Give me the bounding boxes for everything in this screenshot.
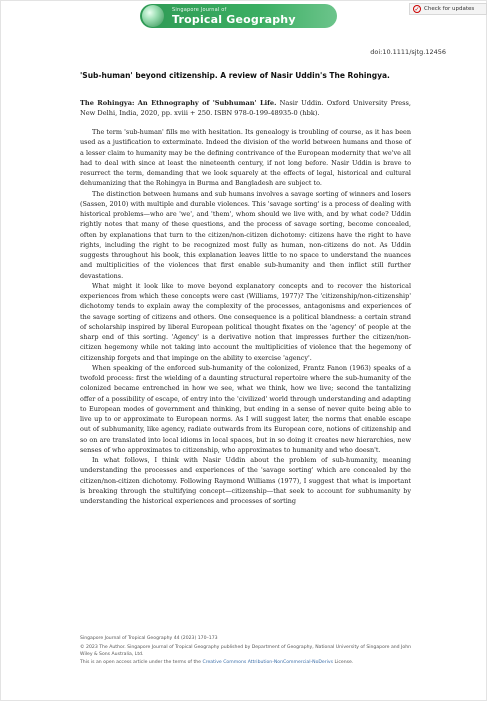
article-title: 'Sub-human' beyond citizenship. A review of Nasir Uddin's The Rohingya. <box>80 71 390 80</box>
paragraph-3: What might it look like to move beyond explanatory concepts and to recover the historical experiences from which these concepts were cast (Williams, 1977)? The 'citizenship/non-citizenship' dichotomy tends to explain away the complexity of the processes, antagonisms and experiences of the savage sorting of citizens and others. One consequence is a political blandness: a certain strand of scholarship inspired by liberal European political thought fixates on the 'agency' of people at the sharp end of this sorting. 'Agency' is a derivative notion that impresses further the citizen/non-citizen hegemony while not taking into account the multiplicities of violence that the hegemony of citizenship forgets and that impinge on the ability to exercise 'agency'. <box>80 281 411 362</box>
license-link[interactable]: Creative Commons Attribution-NonCommercial-NoDerivs <box>202 659 334 665</box>
copyright-notice: © 2023 The Author. Singapore Journal of Tropical Geography published by Department of Geography, National University of Singapore and John Wiley & Sons Australia, Ltd. <box>80 644 412 657</box>
journal-banner <box>140 4 337 28</box>
paragraph-1: The term 'sub-human' fills me with hesitation. Its genealogy is troubling of course, as it has been used as a justification to exterminate. Indeed the division of the world between humans and those of a lesser claim to humanity may be the defining contrivance of the European modernity that we've all had to deal with since at least the nineteenth century, if not long before. Nasir Uddin is brave to resurrect the term, demanding that we look squarely at the effects of legal, historical and cultural dehumanizing that the Rohingya in Burma and Bangladesh are subject to. <box>80 128 411 188</box>
banner-subtitle: Singapore Journal of <box>172 6 227 13</box>
journal-citation: Singapore Journal of Tropical Geography 44 (2023) 170–173 <box>80 636 218 641</box>
paragraph-5: In what follows, I think with Nasir Uddin about the problem of sub-humanity, meaning understanding the processes and experiences of the 'savage sorting' which are concealed by the citizen/non-citizen dichotomy. Following Raymond Williams (1977), I suggest that what is important is breaking through the stultifying concept—citizenship—that seek to account for subhumanity by understanding the historical experiences and processes of sorting <box>80 456 411 505</box>
paragraph-2: The distinction between humans and sub humans involves a savage sorting of winners and losers (Sassen, 2010) with multiple and durable violences. This 'savage sorting' is a process of dealing with historical problems—who are 'we', and 'them', whom should we live with, and by what code? Uddin rightly notes that many of these questions, and the process of savage sorting, become concealed, often by explanations that turn to the citizen/non-citizen dichotomy: citizens have the right to have rights, including the right to be recognized most fully as human, non-citizens do not. As Uddin suggests throughout his book, this explanation leaves little to no space to understand the nuances and multiplicities of the violences that first enable sub-humanity and then inflict still further devastations. <box>80 189 411 280</box>
doi[interactable]: doi:10.1111/sjtg.12456 <box>370 48 446 56</box>
license-suffix: License. <box>334 659 354 665</box>
banner-title: Tropical Geography <box>172 12 296 26</box>
globe-icon <box>142 5 164 27</box>
paragraph-4: When speaking of the enforced sub-humanity of the colonized, Frantz Fanon (1963) speaks of a twofold process: first the wielding of a daunting structural repertoire where the sub-humanity of the colonized became entrenched in how we see, what we think, how we live; second the tantalizing offer of a possibility of escape, of entry into the 'civilized' world through understanding and adapting to European modes of government and thinking, but ending in a sense of never quite being able to live up to or approximate to European norms. As I will suggest later, the norms that enable escape out of subhumanity, like agency, radiate outwards from its European core, notions of citizenship and so on are translated into local idioms in local spaces, but in so doing it creates new hierarchies, new senses of who approximates to citizenship, who approximates to humanity and who doesn't. <box>80 363 411 454</box>
page-footer <box>80 635 420 666</box>
book-details: Nasir Uddin. Oxford University Press, New Delhi, India, 2020, pp. xviii + 250. ISBN 978-0-199-48935-0 (hbk). <box>80 99 411 117</box>
check-for-updates-label: Check for updates <box>424 6 475 12</box>
book-reference <box>80 98 411 118</box>
license-notice <box>80 659 420 667</box>
banner-titles <box>172 8 296 25</box>
license-prefix: This is an open access article under the terms of the <box>80 659 202 665</box>
article-body <box>80 127 411 506</box>
book-title: The Rohingya: An Ethnography of 'Subhuman' Life. <box>80 99 277 107</box>
updates-icon: ✓ <box>414 6 420 13</box>
check-for-updates-button[interactable] <box>409 3 487 15</box>
